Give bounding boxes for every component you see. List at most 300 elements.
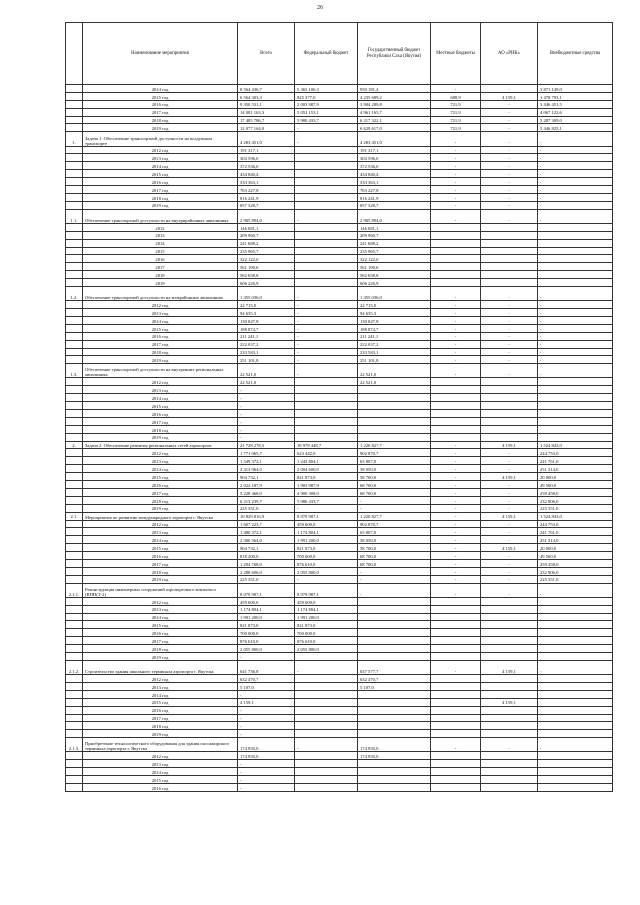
row-name: 2019 год [83, 575, 238, 583]
cell-state [358, 417, 431, 425]
table-row [66, 146, 613, 154]
cell-total: 130 847,8 [238, 316, 295, 324]
cell-aork: - [481, 209, 538, 223]
row-number [66, 690, 83, 698]
cell-federal: - [295, 738, 358, 752]
row-number [66, 433, 83, 441]
cell-total: - [238, 433, 295, 441]
cell-offbudget: - [538, 340, 613, 348]
cell-aork: 4 159,1 [481, 441, 538, 449]
row-name: 2016 год [83, 784, 238, 792]
cell-total: 21 728 278,5 [238, 441, 295, 449]
cell-total: 372 536,0 [238, 162, 295, 170]
table-row [66, 247, 613, 255]
cell-aork: - [481, 559, 538, 567]
cell-total: 6 564 303,3 [238, 92, 295, 100]
row-name: 2019 год [83, 504, 238, 512]
row-name: 2018 год [83, 722, 238, 730]
row-name: 2015 год [83, 621, 238, 629]
table-row [66, 324, 613, 332]
cell-state [358, 386, 431, 394]
row-name: 2013 год [83, 683, 238, 691]
row-name: 2017 год [83, 417, 238, 425]
table-row [66, 170, 613, 178]
cell-aork: - [481, 457, 538, 465]
row-name: 2017 год [83, 714, 238, 722]
row-name: 2017 год [83, 637, 238, 645]
row-number [66, 378, 83, 386]
cell-federal: - [295, 324, 358, 332]
cell-federal: 1 991 200,0 [295, 613, 358, 621]
table-row [66, 520, 613, 528]
cell-aork: - [481, 332, 538, 340]
cell-aork [481, 730, 538, 738]
row-number [66, 629, 83, 637]
table-row [66, 239, 613, 247]
cell-total: 225 351,0 [238, 504, 295, 512]
row-name: 2016 год [83, 332, 238, 340]
budget-table [65, 22, 613, 792]
row-number [66, 425, 83, 433]
table-row [66, 356, 613, 364]
cell-local: - [431, 170, 481, 178]
cell-offbudget [538, 597, 613, 605]
cell-federal: 821 873,0 [295, 621, 358, 629]
cell-state: 188 874,7 [358, 324, 431, 332]
table-row [66, 473, 613, 481]
row-name: 2018 год [83, 496, 238, 504]
cell-federal [295, 722, 358, 730]
cell-local [431, 760, 481, 768]
row-name: 2012 год [83, 752, 238, 760]
row-name: 2012 год [83, 146, 238, 154]
row-number [66, 768, 83, 776]
cell-offbudget: - [538, 286, 613, 300]
cell-total: 251 101,8 [238, 356, 295, 364]
cell-state: 4 235 689,2 [358, 92, 431, 100]
row-name: Реконструкция инженерных сооружений аэропортового комплекса (ВПП(Т-2) [83, 583, 238, 597]
cell-local [431, 653, 481, 661]
row-number [66, 722, 83, 730]
cell-offbudget: 5 446 825,1 [538, 124, 613, 132]
row-name: 2012 год [83, 520, 238, 528]
cell-local: - [431, 473, 481, 481]
cell-state: 1 355 036,0 [358, 286, 431, 300]
table-row [66, 124, 613, 132]
cell-state: 3 904 289,8 [358, 100, 431, 108]
cell-local: - [431, 544, 481, 552]
cell-offbudget: 241 761,0 [538, 457, 613, 465]
cell-local [431, 730, 481, 738]
cell-total: 9 350 531,1 [238, 100, 295, 108]
cell-aork [481, 378, 538, 386]
cell-offbudget: - [538, 660, 613, 674]
row-number [66, 520, 83, 528]
row-number [66, 309, 83, 317]
table-row [66, 752, 613, 760]
cell-local: - [431, 162, 481, 170]
cell-federal: - [295, 286, 358, 300]
cell-federal [295, 146, 358, 154]
cell-state: 902 870,7 [358, 449, 431, 457]
cell-local [431, 621, 481, 629]
cell-local: - [431, 132, 481, 146]
cell-aork: - [481, 193, 538, 201]
cell-state: 251 101,8 [358, 356, 431, 364]
cell-local: - [431, 449, 481, 457]
cell-federal: - [295, 332, 358, 340]
row-name: 2015 год [83, 170, 238, 178]
row-number [66, 504, 83, 512]
cell-aork [481, 714, 538, 722]
section-row [66, 660, 613, 674]
cell-local: - [431, 286, 481, 300]
cell-aork: 4 159,1 [481, 544, 538, 552]
cell-offbudget [538, 417, 613, 425]
cell-local: - [431, 178, 481, 186]
cell-local: - [431, 324, 481, 332]
cell-aork [481, 706, 538, 714]
cell-total: 2 300 564,0 [238, 536, 295, 544]
row-number [66, 465, 83, 473]
cell-offbudget: 20 000,0 [538, 544, 613, 552]
row-number [66, 223, 83, 231]
cell-state: 235 965,7 [358, 247, 431, 255]
cell-aork: - [481, 504, 538, 512]
cell-aork [481, 784, 538, 792]
cell-state [358, 410, 431, 418]
row-number [66, 637, 83, 645]
page-number: 26 [317, 5, 323, 11]
row-number [66, 698, 83, 706]
cell-state: - [358, 504, 431, 512]
cell-offbudget: - [538, 316, 613, 324]
cell-state [358, 730, 431, 738]
cell-federal: - [295, 340, 358, 348]
row-number [66, 776, 83, 784]
section-row [66, 441, 613, 449]
table-row [66, 309, 613, 317]
cell-total: - [238, 410, 295, 418]
cell-aork: 4 159,1 [481, 473, 538, 481]
cell-local: 721,9 [431, 116, 481, 124]
cell-aork: - [481, 583, 538, 597]
cell-offbudget: - [538, 154, 613, 162]
cell-total: 5 228 468,0 [238, 488, 295, 496]
row-name: 2015 год [83, 324, 238, 332]
cell-state: 63 807,0 [358, 457, 431, 465]
cell-federal [295, 185, 358, 193]
row-name: 2017 год [83, 340, 238, 348]
cell-local [431, 239, 481, 247]
cell-aork [481, 433, 538, 441]
table-row [66, 488, 613, 496]
row-name: Обеспечение транспортной доступности на внутренних региональных авиалиниях [83, 364, 238, 378]
cell-state [358, 402, 431, 410]
section-row [66, 512, 613, 520]
cell-federal: - [295, 348, 358, 356]
cell-aork [481, 417, 538, 425]
cell-aork: - [481, 552, 538, 560]
cell-state: - [358, 575, 431, 583]
cell-total: 22 521,0 [238, 364, 295, 378]
cell-aork: - [481, 348, 538, 356]
table-row [66, 784, 613, 792]
row-name: 2014 год [83, 690, 238, 698]
cell-total: 304 596,0 [238, 154, 295, 162]
cell-federal: 876 610,0 [295, 559, 358, 567]
cell-federal [295, 255, 358, 263]
table-row [66, 100, 613, 108]
cell-local [431, 784, 481, 792]
row-number [66, 536, 83, 544]
cell-state [358, 698, 431, 706]
cell-federal [295, 170, 358, 178]
cell-state: 857 328,7 [358, 201, 431, 209]
cell-aork [481, 239, 538, 247]
cell-state: 58 700,0 [358, 473, 431, 481]
cell-federal: 845 377,0 [295, 92, 358, 100]
row-name: 2018 год [83, 645, 238, 653]
cell-total: - [238, 402, 295, 410]
cell-aork [481, 760, 538, 768]
cell-federal: 5 365 106,3 [295, 85, 358, 93]
cell-state: - [358, 496, 431, 504]
cell-total: 2 022 187,9 [238, 481, 295, 489]
cell-offbudget [538, 378, 613, 386]
cell-state: 582 658,8 [358, 271, 431, 279]
cell-state [358, 433, 431, 441]
row-number [66, 410, 83, 418]
cell-federal: 1 903 987,9 [295, 481, 358, 489]
row-name: 2012 год [83, 675, 238, 683]
header-total: Всего [238, 23, 295, 85]
row-number [66, 449, 83, 457]
cell-federal: - [295, 124, 358, 132]
cell-total: - [238, 417, 295, 425]
cell-total: 606 226,9 [238, 279, 295, 287]
row-number [66, 316, 83, 324]
cell-federal: 1 991 200,0 [295, 536, 358, 544]
cell-federal: - [295, 132, 358, 146]
cell-local [431, 433, 481, 441]
cell-total: 188 874,7 [238, 324, 295, 332]
table-row [66, 776, 613, 784]
header-state: Государственный бюджет Республики Саха (Якутия) [358, 23, 431, 85]
cell-federal [295, 752, 358, 760]
row-name: 2015 год [83, 92, 238, 100]
cell-local [431, 629, 481, 637]
row-number [66, 100, 83, 108]
cell-offbudget: - [538, 309, 613, 317]
cell-state [358, 653, 431, 661]
table-row [66, 340, 613, 348]
table-row [66, 231, 613, 239]
row-number: 1.2. [66, 286, 83, 300]
cell-state [358, 425, 431, 433]
cell-local [431, 247, 481, 255]
cell-total: 1 480 372,1 [238, 528, 295, 536]
cell-state [358, 605, 431, 613]
cell-state [358, 760, 431, 768]
table-row [66, 613, 613, 621]
row-number [66, 271, 83, 279]
row-number [66, 231, 83, 239]
row-name: 2016 год [83, 706, 238, 714]
cell-offbudget [538, 271, 613, 279]
cell-federal [295, 698, 358, 706]
cell-aork [481, 621, 538, 629]
cell-federal: 459 600,0 [295, 597, 358, 605]
cell-state: 68 700,0 [358, 552, 431, 560]
row-number [66, 683, 83, 691]
cell-federal [295, 162, 358, 170]
cell-total: 22 521,0 [238, 378, 295, 386]
cell-state: 58 050,0 [358, 536, 431, 544]
row-number [66, 457, 83, 465]
row-name: 2019 [83, 279, 238, 287]
cell-total: 211 241,1 [238, 332, 295, 340]
cell-aork [481, 629, 538, 637]
table-row [66, 629, 613, 637]
row-name: 2015 год [83, 402, 238, 410]
cell-aork: - [481, 178, 538, 186]
cell-total: 1 771 065,7 [238, 449, 295, 457]
table-row [66, 457, 613, 465]
cell-local [431, 776, 481, 784]
row-number [66, 621, 83, 629]
cell-local [431, 722, 481, 730]
row-number [66, 417, 83, 425]
cell-offbudget: - [538, 178, 613, 186]
row-name: 2012 [83, 223, 238, 231]
cell-local [431, 402, 481, 410]
cell-state: 6 217 322,1 [358, 116, 431, 124]
cell-total: 1 607 223,7 [238, 520, 295, 528]
cell-state: 22 521,0 [358, 378, 431, 386]
table-row [66, 567, 613, 575]
cell-aork: - [481, 124, 538, 132]
cell-offbudget [538, 621, 613, 629]
cell-federal: - [295, 364, 358, 378]
cell-federal: 1 174 804,1 [295, 605, 358, 613]
table-row [66, 504, 613, 512]
cell-total: - [238, 784, 295, 792]
cell-offbudget [538, 255, 613, 263]
cell-offbudget: 225 351,0 [538, 575, 613, 583]
row-name: 2012 год [83, 301, 238, 309]
cell-offbudget: - [538, 738, 613, 752]
table-row [66, 544, 613, 552]
cell-local [431, 263, 481, 271]
row-name: 2019 год [83, 201, 238, 209]
cell-local: - [431, 575, 481, 583]
cell-offbudget: - [538, 170, 613, 178]
row-name: 2014 год [83, 394, 238, 402]
cell-aork: - [481, 449, 538, 457]
cell-state: 94 635,3 [358, 309, 431, 317]
cell-total: 2 313 964,0 [238, 465, 295, 473]
cell-offbudget [538, 653, 613, 661]
cell-state: 322 122,0 [358, 255, 431, 263]
cell-local [431, 386, 481, 394]
cell-federal [295, 271, 358, 279]
row-name: 2012 год [83, 378, 238, 386]
table-row [66, 528, 613, 536]
table-row [66, 433, 613, 441]
row-name: 2015 год [83, 776, 238, 784]
row-number [66, 784, 83, 792]
cell-federal: 821 873,0 [295, 544, 358, 552]
row-name: 2018 год [83, 567, 238, 575]
cell-offbudget [538, 706, 613, 714]
cell-federal [295, 675, 358, 683]
cell-total: 2 288 606,0 [238, 567, 295, 575]
cell-local: - [431, 660, 481, 674]
cell-aork [481, 425, 538, 433]
row-name: 2015 год [83, 473, 238, 481]
section-row [66, 738, 613, 752]
table-row [66, 348, 613, 356]
cell-total: - [238, 394, 295, 402]
cell-offbudget: 259 458,0 [538, 559, 613, 567]
cell-federal [295, 433, 358, 441]
cell-state: 22 521,0 [358, 364, 431, 378]
cell-federal [295, 402, 358, 410]
cell-state: 4 283 451,0 [358, 132, 431, 146]
cell-aork [481, 402, 538, 410]
cell-aork: - [481, 520, 538, 528]
cell-total: - [238, 425, 295, 433]
cell-offbudget: - [538, 364, 613, 378]
cell-total: 4 283 451,0 [238, 132, 295, 146]
cell-federal [295, 730, 358, 738]
cell-federal: 700 000,0 [295, 552, 358, 560]
cell-total: 209 960,7 [238, 231, 295, 239]
cell-total: 582 658,8 [238, 271, 295, 279]
row-number [66, 193, 83, 201]
row-number [66, 301, 83, 309]
table-row [66, 597, 613, 605]
cell-local: - [431, 465, 481, 473]
row-name: 2019 год [83, 356, 238, 364]
cell-federal [295, 683, 358, 691]
row-number [66, 255, 83, 263]
cell-offbudget [538, 683, 613, 691]
cell-local [431, 645, 481, 653]
cell-total: 22 715,0 [238, 301, 295, 309]
cell-offbudget [538, 386, 613, 394]
row-number [66, 597, 83, 605]
row-name: 2016 год [83, 629, 238, 637]
cell-federal: 2 055 800,0 [295, 567, 358, 575]
cell-aork: - [481, 567, 538, 575]
cell-aork [481, 752, 538, 760]
table-row [66, 559, 613, 567]
cell-federal: 2 004 600,0 [295, 465, 358, 473]
cell-aork: - [481, 154, 538, 162]
cell-local: - [431, 488, 481, 496]
cell-offbudget [538, 637, 613, 645]
cell-state [358, 768, 431, 776]
cell-local: 688,9 [431, 92, 481, 100]
row-number [66, 567, 83, 575]
cell-aork [481, 637, 538, 645]
cell-local: - [431, 528, 481, 536]
row-number [66, 653, 83, 661]
row-name: Мероприятия по развитию международного аэропорта г. Якутска [83, 512, 238, 520]
cell-aork: - [481, 528, 538, 536]
